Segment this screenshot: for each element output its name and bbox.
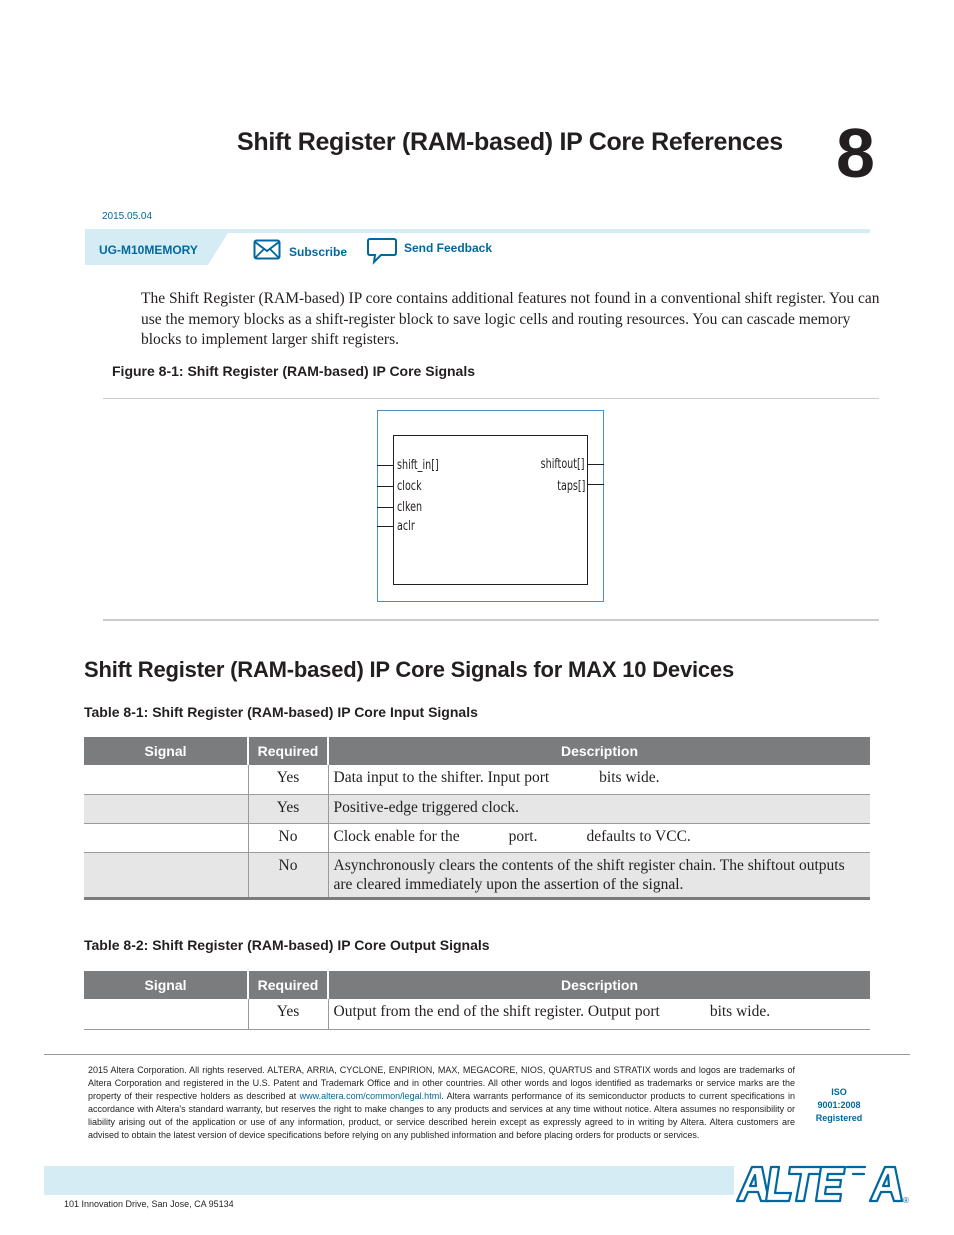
pin-label-clken: clken — [397, 500, 423, 515]
iso-line: ISO — [831, 1087, 847, 1097]
altera-logo — [735, 1163, 911, 1205]
envelope-icon[interactable] — [253, 239, 281, 261]
output-table-title: Table 8-2: Shift Register (RAM-based) IP Core Output Signals — [84, 937, 490, 953]
pin-label-shift-in: shift_in[] — [397, 458, 439, 473]
description-text: bits wide. — [599, 769, 660, 786]
description-text: bits wide. — [709, 1003, 771, 1020]
required-cell: No — [248, 823, 328, 852]
legal-notice — [88, 1064, 795, 1142]
doc-date: 2015.05.04 — [102, 211, 153, 222]
pin-label-aclr: aclr — [397, 519, 415, 534]
table-header-row — [84, 737, 870, 765]
chapter-number: 8 — [836, 114, 875, 192]
description-text: port. — [508, 827, 538, 845]
signal-cell — [84, 999, 248, 1029]
required-cell: Yes — [248, 999, 328, 1029]
required-cell: No — [248, 852, 328, 898]
feedback-bubble-icon[interactable] — [367, 237, 397, 265]
description-text: Output from the end of the shift register. Output port — [333, 1003, 660, 1020]
iso-badge — [804, 1086, 874, 1125]
signal-cell — [84, 794, 248, 823]
table-row — [84, 765, 870, 794]
table-row — [84, 823, 870, 852]
intro-paragraph: The Shift Register (RAM-based) IP core contains additional features not found in a conventional shift register. You can use the memory blocks as a shift-register block to save logic cells and routing resources. You can cascade memory blocks to implement larger shift registers. — [141, 290, 880, 348]
col-header-signal: Signal — [84, 971, 248, 999]
required-cell: Yes — [248, 794, 328, 823]
header-rule — [85, 229, 870, 233]
pin-line — [588, 484, 604, 485]
doc-id: UG-M10MEMORY — [99, 243, 198, 257]
table-header-row — [84, 971, 870, 999]
signal-cell — [84, 823, 248, 852]
table-row — [84, 794, 870, 823]
description-cell: Positive-edge triggered clock. — [328, 794, 870, 823]
figure-top-rule — [103, 398, 879, 399]
pin-line — [588, 464, 604, 465]
iso-line: Registered — [815, 1113, 863, 1123]
footer-band — [44, 1166, 734, 1195]
pin-label-clock: clock — [397, 479, 422, 494]
footer-rule — [44, 1054, 910, 1055]
table-row — [84, 999, 870, 1029]
col-header-required: Required — [248, 737, 328, 765]
description-text: defaults to VCC. — [586, 827, 691, 845]
subscribe-link[interactable]: Subscribe — [289, 245, 348, 259]
pin-line — [377, 465, 393, 466]
description-cell — [328, 999, 870, 1029]
legal-text: 2015 Altera Corporation. All rights reserved. ALTERA, ARRIA, CYCLONE, ENPIRION, MAX, MEGACORE, NIOS, QUARTUS and STRATIX words and logos are trademarks of Altera Corporation and registered in the U.S. Patent and Trademark Office and in other countries. All other words and logos identified as trademarks or service marks are the property of their respective holders as described at — [88, 1065, 795, 1101]
description-text: Data input to the shifter. Input port — [333, 769, 550, 786]
pin-label-taps: taps[] — [556, 479, 585, 494]
iso-line: 9001:2008 — [817, 1100, 861, 1110]
signal-cell — [84, 852, 248, 898]
chapter-title: Shift Register (RAM-based) IP Core References — [237, 128, 783, 156]
pin-line — [377, 507, 393, 508]
input-table-title: Table 8-1: Shift Register (RAM-based) IP Core Input Signals — [84, 704, 478, 720]
send-feedback-link[interactable]: Send Feedback — [404, 241, 493, 255]
description-text: Clock enable for the — [333, 827, 460, 845]
legal-link[interactable]: www.altera.com/common/legal.html — [299, 1091, 442, 1101]
table-row — [84, 852, 870, 898]
col-header-required: Required — [248, 971, 328, 999]
input-signals-table — [84, 737, 870, 900]
pin-line — [377, 526, 393, 527]
pin-line — [377, 486, 393, 487]
figure-title: Figure 8-1: Shift Register (RAM-based) IP Core Signals — [112, 363, 476, 379]
col-header-description: Description — [328, 971, 870, 999]
col-header-description: Description — [328, 737, 870, 765]
figure-bottom-rule — [103, 619, 879, 621]
description-cell — [328, 765, 870, 794]
legal-text: . Altera warrants performance of its semiconductor products to current specifications in accordance with Altera's standard warranty, but reserves the right to make changes to any products and services at any time without notice. Altera assumes no responsibility or liability arising out of the application or use of any information, product, or service described herein except as expressly agreed to in writing by Altera. Altera customers are advised to obtain the latest version of device specifications before relying on any published information and before placing orders for products or services. — [88, 1091, 795, 1140]
svg-text:®: ® — [903, 1196, 909, 1205]
col-header-signal: Signal — [84, 737, 248, 765]
pin-label-shiftout: shiftout[] — [541, 457, 585, 472]
description-cell — [328, 823, 870, 852]
required-cell: Yes — [248, 765, 328, 794]
signal-cell — [84, 765, 248, 794]
description-cell: Asynchronously clears the contents of the shift register chain. The shiftout outputs are cleared immediately upon the assertion of the signal. — [328, 852, 870, 898]
company-address: 101 Innovation Drive, San Jose, CA 95134 — [64, 1199, 234, 1209]
output-signals-table — [84, 971, 870, 1030]
section-title: Shift Register (RAM-based) IP Core Signals for MAX 10 Devices — [84, 657, 735, 682]
